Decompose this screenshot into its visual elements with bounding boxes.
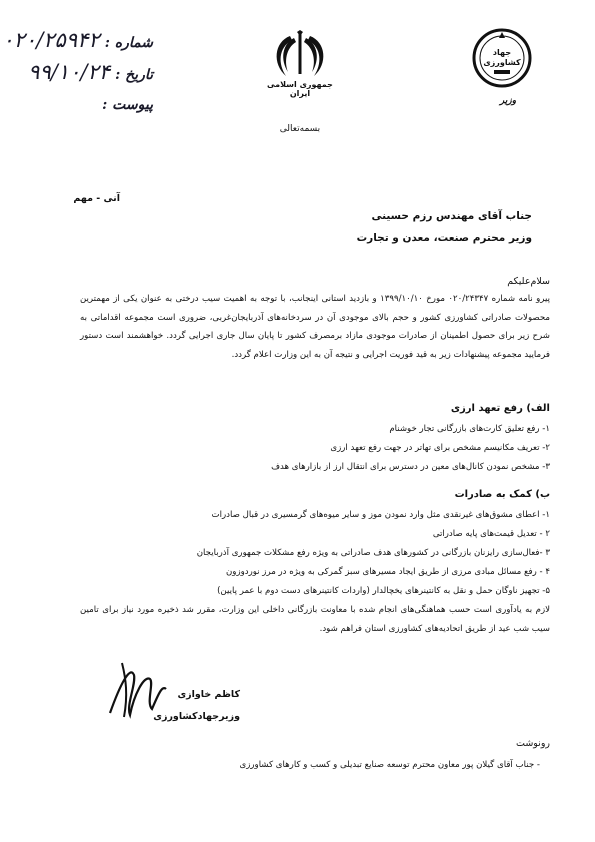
letter-number-value: ۰۲۰/۲۵۹۴۲ (2, 28, 100, 52)
section-a-item: ۱- رفع تعلیق کارت‌های بازرگانی تجار خوشنام (389, 424, 550, 434)
cc-item: - جناب آقای گیلان پور معاون محترم توسعه صنایع تبدیلی و کسب و کارهای کشاورزی (239, 760, 540, 770)
body-paragraph: پیرو نامه شماره ۰۲۰/۲۴۳۴۷ مورخ ۱۳۹۹/۱۰/۱۰ و بازدید استانی اینجانب، با توجه به اهمیت سیب درختی به عنوان یکی از مهمترین محصولات صادراتی کشاورزی کشور و حجم بالای موجودی آن در سردخانه‌های آذربایجان‌غربی، ضروری است مجموعه اقداماتی به شرح زیر برای حصول اطمینان از صادرات موجودی مازاد برمصرف کشور تا پایان سال جاری اجرایی گردد. خواهشمند است دستور فرمایید مجموعه پیشنهادات زیر به قید فوریت اجرایی و نتیجه آن به این وزارت اعلام گردد. (80, 294, 550, 360)
section-b-item: ۴ - رفع مسائل مبادی مرزی از طریق ایجاد مسیرهای سبز گمرکی به ویژه در مرز نوردوزون (226, 567, 550, 577)
letter-number-label: شماره : (104, 35, 153, 51)
letter-date-line (24, 60, 153, 86)
letter-date-value: ۹۹/۱۰/۲۴ (28, 60, 110, 84)
recipient-title: وزیر محترم صنعت، معدن و تجارت (356, 232, 532, 244)
letter-number-line (2, 28, 153, 54)
greeting: سلام‌علیکم (507, 276, 550, 287)
section-a-item: ۲- تعریف مکانیسم مشخص برای تهاتر در جهت رفع تعهد ارزی (330, 443, 550, 453)
section-b-item: ۱- اعطای مشوق‌های غیرنقدی مثل وارد نمودن موز و سایر میوه‌های گرمسیری در قبال صادرات (211, 510, 550, 520)
basmala: بسمه‌تعالی (279, 124, 321, 134)
section-b-item: ۲ - تعدیل قیمت‌های پایه صادراتی (432, 529, 550, 539)
ministry-logo-text: جهاد کشاورزی (483, 48, 521, 67)
signature-name: کاظم خاوازی (177, 689, 240, 700)
section-a-item: ۳- مشخص نمودن کانال‌های معین در دسترس برای انتقال ارز از بازارهای هدف (271, 462, 550, 472)
ministry-logo (470, 26, 540, 116)
priority-label: آنی - مهم (73, 193, 120, 204)
letter-attachment-line (80, 94, 153, 114)
emblem-caption: جمهوری اسلامی ایران (267, 80, 333, 98)
section-a-heading: الف) رفع تعهد ارزی (450, 403, 550, 414)
letter-attachment-label: پیوست : (102, 97, 153, 113)
section-b-closing: لازم به یادآوری است حسب هماهنگی‌های انجام شده با معاونت بازرگانی داخلی این وزارت، مقرر شد ذخیره مورد نیاز برای تامین سیب شب عید از طریق اتحادیه‌های کشاورزی استان فراهم شود. (80, 605, 550, 634)
section-a (250, 398, 550, 477)
national-emblem-icon (260, 30, 340, 82)
letter-date-label: تاریخ : (115, 67, 153, 83)
ministry-logo-label: وزیر (499, 96, 517, 106)
section-b-item: ۵- تجهیز ناوگان حمل و نقل به کانتینرهای یخچالدار (واردات کانتینرهای دست دوم با عمر پایین) (217, 586, 550, 596)
recipient-block (300, 205, 532, 249)
section-b-item: ۳ -فعال‌سازی رایزنان بازرگانی در کشورهای هدف صادراتی به ویژه رفع مشکلات جمهوری آذربایجان (196, 548, 550, 558)
cc-label: رونوشت (515, 738, 550, 749)
national-emblem (260, 30, 340, 100)
signature-block (100, 655, 280, 735)
signature-title: وزیرجهادکشاورزی (153, 711, 240, 722)
section-b-heading: ب) کمک به صادرات (454, 489, 550, 500)
recipient-name: جناب آقای مهندس رزم حسینی (371, 210, 532, 222)
section-b (80, 484, 550, 638)
